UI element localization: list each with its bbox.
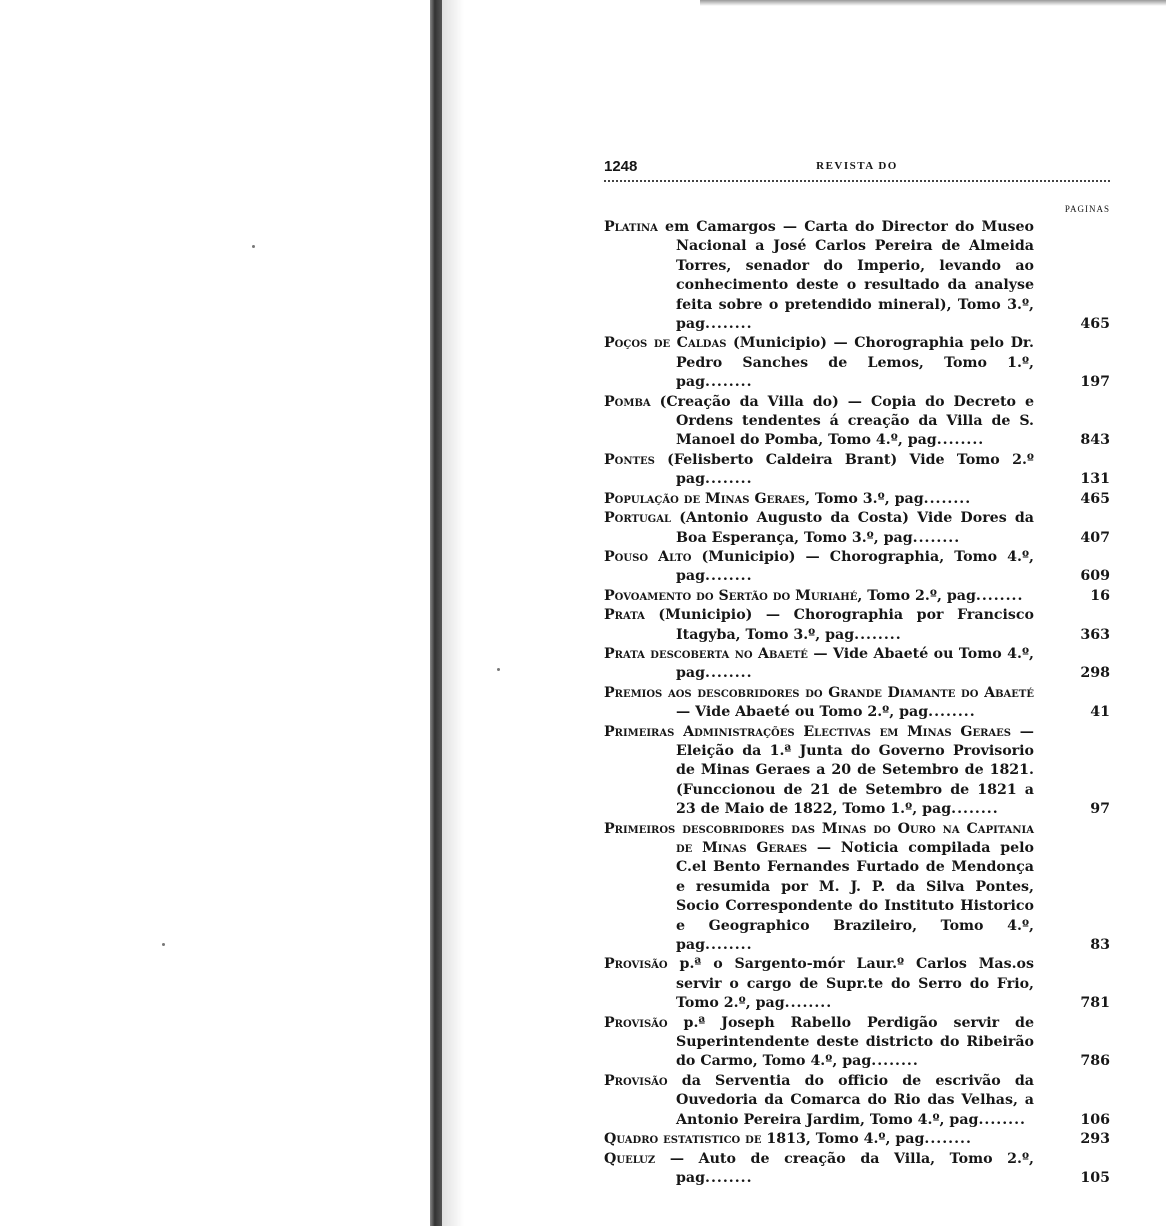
index-entry — [604, 955, 1110, 1013]
dot-leader: ........ — [705, 471, 753, 488]
entry-description: — Vide Abaeté ou Tomo 2.º, pag — [676, 704, 929, 721]
index-entry — [604, 645, 1110, 684]
dot-leader: ........ — [936, 432, 985, 449]
page-reference: 363 — [1080, 626, 1110, 643]
entry-text — [604, 606, 1034, 645]
speck — [252, 245, 255, 248]
dot-leader: ........ — [923, 490, 972, 507]
entry-text — [604, 218, 1034, 334]
page-reference: 465 — [1080, 316, 1110, 333]
page-reference: 16 — [1090, 587, 1110, 604]
entry-description: (Antonio Augusto da Costa) Vide Dores da Boa Esperança, Tomo 3.º, pag — [671, 510, 1034, 546]
dot-leader: ........ — [705, 1169, 753, 1186]
entry-text — [604, 955, 1034, 1013]
entry-text — [604, 334, 1034, 392]
entry-description: — Auto de creação da Villa, Tomo 2.º, pag — [655, 1150, 1034, 1186]
entry-description: — Eleição da 1.ª Junta do Governo Provisorio de Minas Geraes a 20 de Setembro de 1821. (Funccionou de 21 de Setembro de 1821 a 23 de Maio de 1822, Tomo 1.º, pag — [676, 723, 1034, 818]
book-spine — [430, 0, 442, 1226]
entry-heading: Prata — [604, 607, 645, 624]
entry-heading: Povoamento do Sertão do Muriahé — [604, 587, 858, 604]
entry-text — [604, 820, 1034, 956]
index-entry — [604, 1072, 1110, 1130]
journal-title: REVISTA DO — [816, 160, 898, 172]
index-entry — [604, 393, 1110, 451]
page-reference: 293 — [1080, 1131, 1110, 1148]
running-head — [604, 158, 1110, 180]
page-reference: 786 — [1080, 1053, 1110, 1070]
entry-description: , Tomo 4.º, pag — [805, 1131, 925, 1148]
page-number: 1248 — [604, 158, 638, 175]
entry-text — [604, 723, 1034, 820]
index-entry — [604, 684, 1110, 723]
index-entry — [604, 509, 1110, 548]
page-reference: 407 — [1080, 529, 1110, 546]
index-entry — [604, 587, 1110, 606]
dot-leader: ........ — [705, 937, 753, 954]
entry-text — [604, 393, 1034, 451]
speck — [497, 668, 500, 671]
dot-leader: ........ — [978, 1111, 1026, 1128]
entry-text — [604, 1014, 1034, 1072]
entry-heading: Pontes — [604, 451, 655, 468]
page-reference: 105 — [1080, 1169, 1110, 1186]
page-reference: 83 — [1090, 937, 1110, 954]
entry-text — [604, 587, 1034, 606]
page-reference: 106 — [1080, 1111, 1110, 1128]
spine-shadow — [442, 0, 464, 1226]
page-reference: 97 — [1090, 801, 1110, 818]
entry-description: , Tomo 2.º, pag — [857, 587, 976, 604]
entry-description: em Camargos — Carta do Director do Museo Nacional a José Carlos Pereira de Almeida Torres, senador do Imperio, levando ao conhecimento deste o resultado da analyse feita sobre o pretendido mineral), Tomo 3.º, pag — [657, 219, 1034, 333]
entry-heading: Platina — [604, 219, 658, 235]
index-entry — [604, 218, 1110, 334]
page-reference: 781 — [1080, 995, 1110, 1012]
entry-description: (Municipio) — Chorographia pelo Dr. Pedro Sanches de Lemos, Tomo 1.º, pag — [676, 335, 1034, 391]
entry-heading: Queluz — [604, 1150, 656, 1167]
entry-description: (Municipio) — Chorographia, Tomo 4.º, pag — [676, 548, 1034, 585]
entry-heading: Prata descoberta no Abaeté — [604, 645, 808, 662]
dot-leader: ........ — [975, 587, 1024, 604]
entry-heading: Primeiras Administrações Electivas em Minas Geraes — [604, 723, 1012, 740]
entry-text — [604, 509, 1034, 548]
index-entry — [604, 1150, 1110, 1189]
entry-description: p.ª o Sargento-mór Laur.º Carlos Mas.os servir o cargo de Supr.te do Serro do Frio, Tomo 2.º, pag — [667, 956, 1034, 1012]
entry-text — [604, 1150, 1034, 1189]
entry-description: da Serventia do officio de escrivão da Ouvedoria da Comarca do Rio das Velhas, a Antonio Pereira Jardim, Tomo 4.º, pag — [667, 1072, 1034, 1128]
index-entry — [604, 334, 1110, 392]
entry-heading: Provisão — [604, 1014, 668, 1031]
speck — [162, 943, 165, 946]
page-top-edge — [700, 0, 1166, 6]
index-entry — [604, 1130, 1110, 1149]
entry-heading: Portugal — [604, 510, 672, 527]
entry-description: p.ª Joseph Rabello Perdigão servir de Superintendente deste districto do Ribeirão do Carmo, Tomo 4.º, pag — [667, 1014, 1034, 1070]
entry-description: , Tomo 3.º, pag — [805, 490, 924, 507]
entry-heading: Pomba — [604, 393, 651, 410]
dot-leader: ........ — [951, 801, 999, 818]
column-label: PAGINAS — [1064, 204, 1110, 214]
entry-description: (Creação da Villa do) — Copia do Decreto e Ordens tendentes á creação da Villa de S. Manoel do Pomba, Tomo 4.º, pag — [650, 393, 1034, 449]
entry-heading: Provisão — [604, 1072, 668, 1089]
page-reference: 298 — [1080, 665, 1110, 682]
entry-heading: Pouso Alto — [604, 548, 692, 565]
entry-heading: Poços de Caldas — [604, 335, 727, 352]
index-entry — [604, 1014, 1110, 1072]
page-reference: 131 — [1080, 471, 1110, 488]
page-reference: 197 — [1080, 374, 1110, 391]
entry-text — [604, 548, 1034, 587]
entry-description: — Noticia compilada pelo C.el Bento Fernandes Furtado de Mendonça e resumida por M. J. P. da Silva Pontes, Socio Correspondente do Instituto Historico e Geographico Brazileiro, Tomo 4.º, pag — [676, 840, 1034, 954]
entry-text — [604, 645, 1034, 684]
entry-text — [604, 1072, 1034, 1130]
entry-text — [604, 490, 1034, 509]
page-reference: 41 — [1090, 704, 1110, 721]
entry-heading: Provisão — [604, 956, 668, 973]
dot-leader: ........ — [912, 529, 961, 546]
dot-leader: ........ — [928, 704, 976, 721]
entry-text — [604, 684, 1034, 723]
dot-leader: ........ — [705, 316, 753, 333]
dot-leader: ........ — [854, 626, 902, 643]
header-rule — [604, 180, 1110, 182]
index-entry — [604, 606, 1110, 645]
index-entry — [604, 820, 1110, 956]
entry-heading: Quadro estatistico de 1813 — [604, 1131, 806, 1148]
dot-leader: ........ — [705, 665, 753, 682]
dot-leader: ........ — [705, 568, 753, 585]
dot-leader: ........ — [705, 374, 753, 391]
dot-leader: ........ — [871, 1053, 919, 1070]
entry-text — [604, 1130, 1034, 1149]
index-list — [604, 218, 1110, 1188]
dot-leader: ........ — [784, 995, 833, 1012]
index-entry — [604, 490, 1110, 509]
entry-heading: População de Minas Geraes — [604, 490, 806, 507]
entry-description: (Felisberto Caldeira Brant) Vide Tomo 2.º pag — [654, 451, 1034, 488]
entry-description: (Municipio) — Chorographia por Francisco Itagyba, Tomo 3.º, pag — [644, 607, 1034, 643]
dot-leader: ........ — [924, 1131, 972, 1148]
index-entry — [604, 548, 1110, 587]
entry-heading: Primeiros descobridores das Minas do Ouro na Capitania de Minas Geraes — [604, 820, 1034, 856]
page-reference: 843 — [1080, 432, 1110, 449]
entry-heading: Premios aos descobridores do Grande Diamante do Abaeté — [604, 684, 1034, 701]
entry-text — [604, 451, 1034, 490]
entry-description: — Vide Abaeté ou Tomo 4.º, pag — [676, 645, 1034, 682]
index-entry — [604, 723, 1110, 820]
page-reference: 465 — [1080, 490, 1110, 507]
page-reference: 609 — [1080, 568, 1110, 585]
index-entry — [604, 451, 1110, 490]
